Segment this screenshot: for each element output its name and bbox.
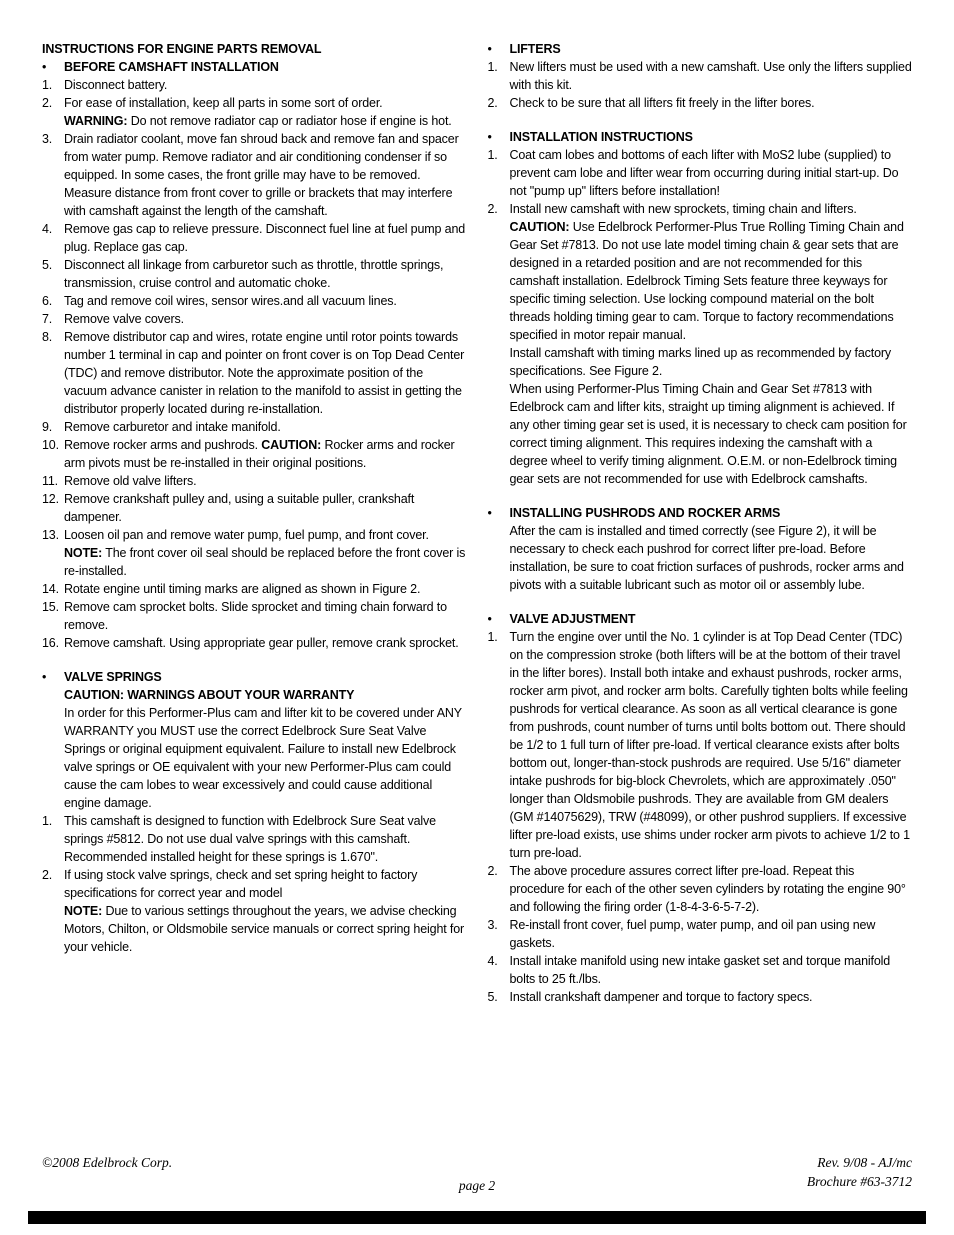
inline-text: The above procedure assures correct lifter pre-load. Repeat this procedure for each of the other seven cylinders by rotating the engine 90° and following the firing order (1-8-4-3-6-5-7-2). (509, 864, 906, 914)
list-item (488, 58, 913, 94)
list-item (488, 862, 913, 916)
item-number: 14. (42, 582, 59, 596)
document-title: INSTRUCTIONS FOR ENGINE PARTS REMOVAL (42, 42, 322, 56)
inline-text: Loosen oil pan and remove water pump, fuel pump, and front cover. (64, 528, 429, 542)
item-number: 2. (487, 202, 498, 216)
section-heading-label: VALVE SPRINGS (64, 670, 162, 684)
inline-text: Remove carburetor and intake manifold. (64, 420, 281, 434)
document-body (42, 40, 912, 1006)
inline-text: Remove rocker arms and pushrods. (64, 438, 262, 452)
inline-text: Do not remove radiator cap or radiator hose if engine is hot. (127, 114, 452, 128)
numbered-list (488, 628, 913, 1006)
inline-text: Remove crankshaft pulley and, using a suitable puller, crankshaft dampener. (64, 492, 415, 524)
item-text (64, 472, 467, 490)
section-heading-label: BEFORE CAMSHAFT INSTALLATION (64, 60, 279, 74)
item-text (64, 220, 467, 256)
item-text (64, 490, 467, 526)
item-number: 12. (42, 492, 59, 506)
item-text (64, 310, 467, 328)
list-item (42, 310, 467, 328)
bullet-icon: • (487, 130, 492, 144)
inline-text: If using stock valve springs, check and set spring height to factory specifications for correct year and model (64, 868, 418, 900)
list-item (488, 628, 913, 862)
item-number: 2. (487, 864, 498, 878)
item-text (64, 76, 467, 94)
list-item (42, 328, 467, 418)
item-number: 6. (42, 294, 53, 308)
item-text (64, 436, 467, 472)
section-heading-label: INSTALLING PUSHRODS AND ROCKER ARMS (509, 506, 781, 520)
inline-text: Rotate engine until timing marks are aligned as shown in Figure 2. (64, 582, 421, 596)
item-number: 13. (42, 528, 59, 542)
item-text (510, 988, 913, 1006)
list-item (488, 146, 913, 200)
numbered-list (42, 76, 467, 652)
list-item (42, 598, 467, 634)
item-number: 10. (42, 438, 59, 452)
bullet-icon: • (487, 42, 492, 56)
list-item (42, 580, 467, 598)
section-heading-label: VALVE ADJUSTMENT (509, 612, 636, 626)
section-heading (488, 40, 913, 58)
list-item (488, 988, 913, 1006)
bullet-icon: • (487, 612, 492, 626)
inline-text: The front cover oil seal should be replaced before the front cover is re-installed. (64, 546, 466, 578)
item-text (64, 328, 467, 418)
inline-bold-text: CAUTION: (509, 220, 570, 234)
inline-bold-text: CAUTION: (261, 438, 322, 452)
item-number: 7. (42, 312, 53, 326)
list-item (42, 472, 467, 490)
section-heading (42, 58, 467, 76)
inline-text: Tag and remove coil wires, sensor wires.and all vacuum lines. (64, 294, 397, 308)
item-number: 2. (487, 96, 498, 110)
list-item (42, 220, 467, 256)
item-number: 8. (42, 330, 53, 344)
item-number: 5. (487, 990, 498, 1004)
list-item (488, 916, 913, 952)
list-item (42, 130, 467, 220)
inline-text: Use Edelbrock Performer-Plus True Rolling Timing Chain and Gear Set #7813. Do not use late model timing chain & gear sets that are designed in a retarded position and are not recommended for this camshaft installation. Edelbrock Timing Sets feature three keyways for specific timing selection. Use locking compound material on the bolt threads holding timing gear to cam. Torque to factory recommendations specified in motor repair manual. (509, 220, 904, 342)
item-text (510, 58, 913, 94)
inline-text: Remove distributor cap and wires, rotate engine until rotor points towards number 1 terminal in cap and pointer on front cover is on Top Dead Center (TDC) and remove distributor. Note the approximate position of the vacuum advance canister in relation to the manifold to assist in getting the distributor properly located during re-installation. (64, 330, 465, 416)
bullet-icon: • (42, 60, 47, 74)
inline-text: Drain radiator coolant, move fan shroud back and remove fan and spacer from water pump. Remove radiator and air conditioning condenser if so equipped. In some cases, the front grille may have to be removed. Measure distance from front cover to grille or brackets that may interfere with camshaft against the length of the camshaft. (64, 132, 459, 218)
left-column (42, 40, 467, 1006)
numbered-list (488, 146, 913, 488)
item-text (64, 418, 467, 436)
item-number: 15. (42, 600, 59, 614)
bullet-icon: • (487, 506, 492, 520)
inline-text: Rocker arms and rocker arm pivots must be re-installed in their original positions. (64, 438, 455, 470)
numbered-list (488, 58, 913, 112)
inline-text: Check to be sure that all lifters fit freely in the lifter bores. (509, 96, 815, 110)
item-text (64, 256, 467, 292)
item-text (510, 952, 913, 988)
item-number: 1. (487, 60, 498, 74)
inline-text: Turn the engine over until the No. 1 cylinder is at Top Dead Center (TDC) on the compression stroke (both lifters will be at the bottom of their travel in the lifter bores). Install both intake and exhaust pushrods, rocker arms, rocker arm pivot, and rocker arm bolts. Carefully tighten bolts while feeling pushrods for vertical clearance. As soon as all vertical clearance is gone from pushrods, count number of turns until bolts bottom out. There should be 1/2 to 1 full turn of lifter pre-load. If vertical clearance exists after bolts bottom out, longer-than-stock pushrods are required. Use 5/16" diameter intake pushrods for big-block Chevrolets, which are approximately .050" longer than Oldsmobile pushrods. They are available from GM dealers (GM #14075629), TRW (#48099), or other pushrod suppliers. If excessive lifter pre-load exists, use shims under rocker arm pivots to achieve 1/2 to 1 turn pre-load. (509, 630, 910, 860)
item-text (64, 580, 467, 598)
item-text (64, 130, 467, 220)
section-heading (42, 668, 467, 686)
list-item (42, 436, 467, 472)
inline-text: Remove cam sprocket bolts. Slide sprocket and timing chain forward to remove. (64, 600, 447, 632)
item-text (510, 916, 913, 952)
inline-text: Remove old valve lifters. (64, 474, 197, 488)
inline-text: Re-install front cover, fuel pump, water pump, and oil pan using new gaskets. (509, 918, 876, 950)
list-item (42, 418, 467, 436)
section-heading (488, 504, 913, 522)
item-text (64, 598, 467, 634)
brochure-number: Brochure #63-3712 (806, 1174, 912, 1189)
inline-text: Disconnect battery. (64, 78, 168, 92)
inline-text: When using Performer-Plus Timing Chain and Gear Set #7813 with Edelbrock cam and lifter kits, straight up timing alignment is achieved. If any other timing gear set is used, it is necessary to check cam position for correct timing alignment. This requires indexing the camshaft with a degree wheel to verify timing alignment. O.E.M. or non-Edelbrock timing gear sets are not recommended for use with Edelbrock camshafts. (509, 382, 907, 486)
item-number: 4. (42, 222, 53, 236)
sub-heading: CAUTION: WARNINGS ABOUT YOUR WARRANTY (64, 688, 355, 702)
inline-bold-text: NOTE: (64, 546, 103, 560)
item-number: 16. (42, 636, 59, 650)
inline-text: Disconnect all linkage from carburetor such as throttle, throttle springs, transmission, cruise control and automatic choke. (64, 258, 444, 290)
numbered-list (42, 812, 467, 956)
paragraph (64, 704, 467, 812)
item-number: 1. (42, 78, 53, 92)
item-text (64, 866, 467, 956)
bullet-icon: • (42, 670, 47, 684)
inline-text: Install intake manifold using new intake gasket set and torque manifold bolts to 25 ft./lbs. (509, 954, 891, 986)
list-item (42, 634, 467, 652)
inline-text: This camshaft is designed to function with Edelbrock Sure Seat valve springs #5812. Do not use dual valve springs with this camshaft. Recommended installed height for these springs is 1.670". (64, 814, 436, 864)
item-number: 5. (42, 258, 53, 272)
item-text (510, 146, 913, 200)
item-number: 9. (42, 420, 53, 434)
footer-divider-bar (28, 1211, 926, 1224)
item-text (510, 200, 913, 488)
inline-text: Coat cam lobes and bottoms of each lifter with MoS2 lube (supplied) to prevent cam lobe and lifter wear from occurring during initial start-up. Do not "pump up" lifters before installation! (509, 148, 899, 198)
item-number: 1. (487, 630, 498, 644)
revision-text: Rev. 9/08 - AJ/mc (817, 1155, 912, 1170)
paragraph (510, 522, 913, 594)
item-text (510, 628, 913, 862)
item-number: 2. (42, 868, 53, 882)
list-item (42, 292, 467, 310)
item-text (510, 862, 913, 916)
inline-text: Remove valve covers. (64, 312, 184, 326)
item-text (64, 812, 467, 866)
item-text (64, 634, 467, 652)
inline-bold-text: NOTE: (64, 904, 103, 918)
inline-text: Remove gas cap to relieve pressure. Disconnect fuel line at fuel pump and plug. Replace gas cap. (64, 222, 466, 254)
item-number: 3. (487, 918, 498, 932)
list-item (42, 490, 467, 526)
page-number: page 2 (458, 1178, 496, 1193)
section-heading-label: INSTALLATION INSTRUCTIONS (509, 130, 693, 144)
inline-text: In order for this Performer-Plus cam and lifter kit to be covered under ANY WARRANTY you MUST use the correct Edelbrock Sure Seat Valve Springs or original equipment equivalent. Failure to install new Edelbrock valve springs or OE equivalent with your new Performer-Plus cam could cause the cam lobes to wear excessively and could cause additional engine damage. (64, 706, 462, 810)
list-item (488, 94, 913, 112)
item-text (64, 94, 467, 130)
inline-text: Install new camshaft with new sprockets, timing chain and lifters. (509, 202, 857, 216)
list-item (42, 256, 467, 292)
inline-text: New lifters must be used with a new camshaft. Use only the lifters supplied with this kit. (509, 60, 912, 92)
inline-text: Due to various settings throughout the years, we advise checking Motors, Chilton, or Oldsmobile service manuals or correct spring height for your vehicle. (64, 904, 465, 954)
inline-text: Install camshaft with timing marks lined up as recommended by factory specifications. See Figure 2. (509, 346, 891, 378)
item-number: 1. (487, 148, 498, 162)
copyright-text: ©2008 Edelbrock Corp. (42, 1155, 173, 1170)
list-item (488, 200, 913, 488)
item-number: 3. (42, 132, 53, 146)
item-text (64, 292, 467, 310)
right-column (488, 40, 913, 1006)
item-number: 2. (42, 96, 53, 110)
inline-text: After the cam is installed and timed correctly (see Figure 2), it will be necessary to check each pushrod for correct lifter pre-load. Before installation, be sure to coat friction surfaces of pushrods, rocker arms and pivots with a suitable lubricant such as motor oil or assembly lube. (509, 524, 904, 592)
inline-text: For ease of installation, keep all parts in some sort of order. (64, 96, 383, 110)
item-text (510, 94, 913, 112)
list-item (488, 952, 913, 988)
inline-text: Install crankshaft dampener and torque to factory specs. (509, 990, 813, 1004)
list-item (42, 94, 467, 130)
item-number: 1. (42, 814, 53, 828)
item-number: 11. (42, 474, 58, 488)
inline-text: Remove camshaft. Using appropriate gear puller, remove crank sprocket. (64, 636, 459, 650)
inline-bold-text: WARNING: (64, 114, 128, 128)
section-heading (488, 128, 913, 146)
list-item (42, 812, 467, 866)
list-item (42, 866, 467, 956)
list-item (42, 526, 467, 580)
section-heading (488, 610, 913, 628)
list-item (42, 76, 467, 94)
item-text (64, 526, 467, 580)
item-number: 4. (487, 954, 498, 968)
section-heading-label: LIFTERS (509, 42, 561, 56)
